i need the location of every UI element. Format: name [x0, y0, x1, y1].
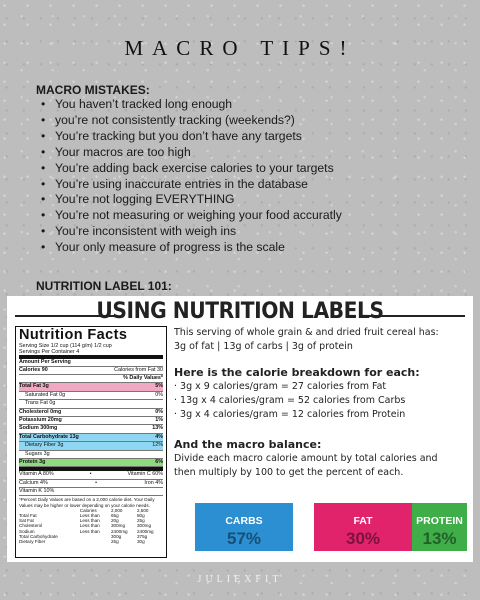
nutrition-facts-label [15, 326, 167, 558]
list-item: • You’re adding back exercise calories to your targets [36, 161, 456, 177]
signature: JULIEXFIT [197, 574, 283, 585]
nutrition-panel [7, 296, 473, 562]
breakdown-protein: · 3g x 4 calories/gram = 12 calories from Protein [174, 409, 406, 420]
intro-line-2: 3g of fat | 13g of carbs | 3g of protein [174, 341, 353, 352]
nutrition-heading: NUTRITION LABEL 101: [36, 279, 172, 293]
nutrient-dv: 6% [155, 458, 163, 465]
table-cell: 30g [136, 539, 145, 545]
macro-label: CARBS [225, 515, 263, 527]
list-item: • You’re using inaccurate entries in the database [36, 177, 456, 193]
table-cell: 375g [136, 533, 148, 539]
nutrient-row [19, 434, 163, 442]
vitamin-rows [19, 467, 163, 496]
nutrient-rows [19, 383, 163, 467]
nutrient-row [19, 425, 163, 433]
list-item: • you’re not consistently tracking (weekends?) [36, 113, 456, 129]
vitamin-cell: • [95, 479, 98, 486]
table-cell: Dietary Fiber [19, 539, 46, 545]
macro-label: FAT [353, 515, 373, 527]
nutrient-dv: 0% [155, 391, 163, 398]
macro-percent: 57% [226, 529, 262, 548]
mistakes-heading: MACRO MISTAKES: [36, 83, 150, 97]
dv-header-text: % Daily Values* [123, 375, 163, 381]
macro-carbs [195, 503, 293, 551]
table-cell: 300g [110, 533, 122, 539]
table-cell: 2,500 [136, 507, 149, 513]
balance-line-2: then multiply by 100 to get the percent of each. [174, 467, 404, 478]
list-item: • You’re inconsistent with weigh ins [36, 224, 456, 240]
list-item: • You’re tracking but you don’t have any targets [36, 129, 456, 145]
vitamin-cell: Vitamin K 10% [19, 488, 55, 495]
nutrient-row [19, 442, 163, 450]
breakdown-heading: Here is the calorie breakdown for each: [174, 366, 420, 379]
breakdown-carbs: · 13g x 4 calories/gram = 52 calories from Carbs [174, 395, 406, 406]
nutrient-row [19, 459, 163, 467]
label-title: Nutrition Facts [19, 327, 128, 343]
intro-line-1: This serving of whole grain & and dried fruit cereal has: [174, 327, 439, 338]
calories-row [19, 367, 163, 375]
list-item: • You’re not measuring or weighing your food accuratly [36, 208, 456, 224]
nutrient-name: Protein 3g [19, 458, 46, 465]
nutrient-dv: 13% [152, 425, 163, 432]
table-cell: 25g [136, 518, 145, 524]
breakdown-fat: · 3g x 9 calories/gram = 27 calories from Fat [174, 381, 387, 392]
amount-per-serving: Amount Per Serving [19, 359, 163, 366]
nutrient-row [19, 392, 163, 400]
table-cell: 2400mg [136, 528, 154, 534]
vitamin-cell: Iron 4% [144, 479, 163, 486]
calories-from-fat: Calories from Fat 30 [114, 366, 163, 373]
nutrient-dv: 1% [155, 416, 163, 423]
table-cell: Calories [79, 507, 97, 513]
nutrient-dv: 0% [155, 408, 163, 415]
macro-percent: 30% [345, 529, 381, 548]
table-cell: Less than [79, 523, 100, 529]
list-item: • Your macros are too high [36, 145, 456, 161]
footnote: *Percent Daily Values are based on a 2,000 calorie diet. Your Daily Values may be higher or lower depending on your calorie needs. [19, 497, 155, 508]
nutrient-dv: 12% [152, 442, 163, 449]
calories: Calories 90 [19, 366, 48, 373]
nutrient-row [19, 400, 163, 408]
serving-size: Serving Size 1/2 cup (114 g/m) 1/2 cup [19, 343, 112, 349]
panel-title: USING NUTRITION LABELS [96, 299, 384, 324]
servings-per-container: Servings Per Container 4 [19, 349, 163, 359]
nutrient-dv: 4% [155, 433, 163, 440]
nutrient-name: Sodium 300mg [19, 425, 58, 432]
table-row [19, 523, 163, 528]
nutrient-row [19, 383, 163, 391]
table-cell: 65g [110, 513, 119, 519]
nutrient-name: Sugars 3g [25, 450, 50, 457]
table-cell: Less than [79, 518, 100, 524]
balance-line-1: Divide each macro calorie amount by total calories and [174, 453, 438, 464]
table-cell: 80g [136, 513, 145, 519]
table-cell: Cholesterol [19, 523, 43, 529]
macro-percent: 13% [422, 529, 457, 548]
table-cell [80, 539, 111, 544]
vitamin-row [19, 488, 163, 496]
vitamin-row [19, 471, 163, 479]
table-cell: Sat Fat [19, 518, 34, 524]
vitamin-row [19, 480, 163, 488]
table-cell: 2,000 [110, 507, 123, 513]
table-cell: 300mg [110, 523, 126, 529]
vitamin-cell: • [89, 471, 92, 478]
nutrient-row [19, 417, 163, 425]
vitamin-cell: Calcium 4% [19, 479, 48, 486]
table-cell: 25g [110, 539, 119, 545]
dv-header [19, 375, 163, 383]
macro-protein [412, 503, 467, 551]
page-title: MACRO TIPS! [124, 36, 356, 60]
nutrient-name: Dietary Fiber 3g [25, 442, 64, 449]
vitamin-cell: Vitamin C 60% [127, 471, 163, 478]
list-item: • You’re not logging EVERYTHING [36, 192, 456, 208]
daily-values-table [19, 508, 163, 544]
macro-label: PROTEIN [416, 515, 463, 527]
macro-fat [314, 503, 412, 551]
nutrient-name: Potassium 20mg [19, 416, 62, 423]
table-cell: Total Fat [19, 513, 37, 519]
nutrient-dv: 5% [155, 383, 163, 390]
balance-heading: And the macro balance: [174, 438, 322, 451]
table-cell: 20g [110, 518, 119, 524]
list-item: • Your only measure of progress is the scale [36, 240, 456, 256]
nutrient-name: Total Fat 3g [19, 383, 49, 390]
nutrient-name: Total Carbohydrate 13g [19, 433, 79, 440]
mistakes-list [36, 97, 456, 256]
table-cell: Less than [79, 528, 100, 534]
nutrient-name: Saturated Fat 0g [25, 391, 66, 398]
nutrient-name: Cholesterol 0mg [19, 408, 62, 415]
table-cell: 300mg [136, 523, 152, 529]
nutrient-row [19, 451, 163, 459]
vitamin-cell: Vitamin A 80% [19, 471, 54, 478]
table-row [19, 539, 163, 544]
table-cell: Sodium [19, 528, 35, 534]
nutrient-row [19, 409, 163, 417]
list-item: • You haven’t tracked long enough [36, 97, 456, 113]
nutrient-name: Trans Fat 0g [25, 400, 56, 407]
table-cell: 2400mg [110, 528, 128, 534]
table-cell: Total Carbohydrate [19, 533, 58, 539]
table-cell: Less than [79, 513, 100, 519]
